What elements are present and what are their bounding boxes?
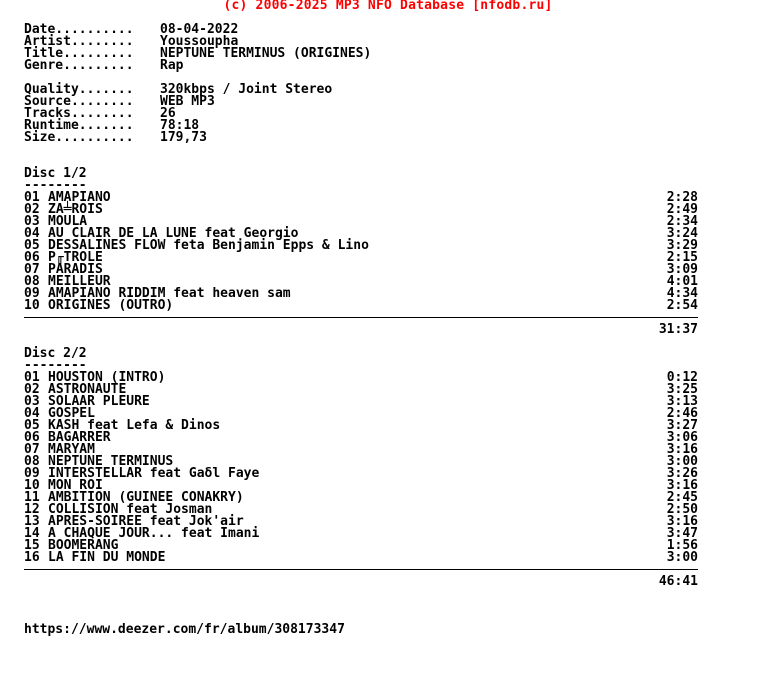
track-time: 2:45 <box>666 490 698 505</box>
track-number: 14 <box>24 526 40 541</box>
track-number: 08 <box>24 454 40 469</box>
track-name: ORIGINES (OUTRO) <box>48 298 174 313</box>
track-number: 11 <box>24 490 40 505</box>
track-name: P╓TROLE <box>48 250 103 265</box>
track-number: 01 <box>24 190 40 205</box>
disc-total-time: 31:37 <box>658 322 698 337</box>
track-number: 16 <box>24 550 40 565</box>
track-number: 06 <box>24 250 40 265</box>
track-name: BAGARRER <box>48 430 111 445</box>
track-time: 3:13 <box>666 394 698 409</box>
track-time: 3:00 <box>666 454 698 469</box>
track-name: DESSALINES FLOW feta Benjamin Epps & Lino <box>48 238 369 253</box>
track-number: 10 <box>24 298 40 313</box>
disc-underline: -------- <box>24 358 87 373</box>
spec-value: 78:18 <box>160 118 200 133</box>
disc-total-time: 46:41 <box>658 574 698 589</box>
track-time: 2:28 <box>666 190 698 205</box>
album-url[interactable]: https://www.deezer.com/fr/album/308173347 <box>24 622 345 637</box>
spec-value: 26 <box>160 106 176 121</box>
disc-title: Disc 2/2 <box>24 346 87 361</box>
spec-value: WEB MP3 <box>160 94 215 109</box>
track-name: SOLAAR PLEURE <box>48 394 150 409</box>
spacer <box>24 600 698 612</box>
track-name: MOULA <box>48 214 88 229</box>
info-value: Rap <box>160 58 184 73</box>
track-name: APRES-SOIREE feat Jok'air <box>48 514 244 529</box>
track-row <box>24 204 698 216</box>
spacer <box>24 336 698 348</box>
track-name: HOUSTON (INTRO) <box>48 370 166 385</box>
track-name: ASTRONAUTE <box>48 382 127 397</box>
track-time: 3:09 <box>666 262 698 277</box>
track-time: 2:50 <box>666 502 698 517</box>
spec-label: Runtime....... <box>24 118 134 133</box>
tracklist <box>24 372 698 564</box>
spacer <box>24 144 698 156</box>
spec-label: Quality....... <box>24 82 134 97</box>
disc-1 <box>24 168 698 336</box>
spec-label: Source........ <box>24 94 134 109</box>
track-time: 3:27 <box>666 418 698 433</box>
track-name: PARADIS <box>48 262 103 277</box>
track-row <box>24 240 698 252</box>
track-name: BOOMERANG <box>48 538 119 553</box>
track-time: 3:16 <box>666 514 698 529</box>
track-number: 02 <box>24 382 40 397</box>
tracklist <box>24 192 698 312</box>
track-row <box>24 192 698 204</box>
track-time: 3:06 <box>666 430 698 445</box>
track-time: 4:01 <box>666 274 698 289</box>
info-label: Artist........ <box>24 34 134 49</box>
info-label: Title......... <box>24 46 134 61</box>
track-name: GOSPEL <box>48 406 95 421</box>
info-value: Youssoupha <box>160 34 239 49</box>
track-number: 15 <box>24 538 40 553</box>
disc-title: Disc 1/2 <box>24 166 87 181</box>
track-number: 04 <box>24 406 40 421</box>
spec-label: Size.......... <box>24 130 134 145</box>
album-url-line <box>24 624 698 636</box>
track-time: 3:24 <box>666 226 698 241</box>
track-time: 3:16 <box>666 478 698 493</box>
spec-size <box>24 132 698 144</box>
track-name: A CHAQUE JOUR... feat Imani <box>48 526 260 541</box>
track-number: 05 <box>24 238 40 253</box>
track-time: 2:46 <box>666 406 698 421</box>
track-row <box>24 396 698 408</box>
spec-label: Tracks........ <box>24 106 134 121</box>
track-name: MON ROI <box>48 478 103 493</box>
spec-value: 320kbps / Joint Stereo <box>160 82 333 97</box>
spacer <box>24 156 698 168</box>
track-name: COLLISION feat Josman <box>48 502 213 517</box>
track-time: 2:15 <box>666 250 698 265</box>
track-time: 0:12 <box>666 370 698 385</box>
track-name: ZA╧ROIS <box>48 202 103 217</box>
track-number: 05 <box>24 418 40 433</box>
track-row <box>24 552 698 564</box>
track-time: 1:56 <box>666 538 698 553</box>
track-name: MEILLEUR <box>48 274 111 289</box>
album-info <box>24 24 698 72</box>
album-specs <box>24 84 698 144</box>
track-number: 10 <box>24 478 40 493</box>
spec-value: 179,73 <box>160 130 207 145</box>
track-name: MARYAM <box>48 442 95 457</box>
disc-underline: -------- <box>24 178 87 193</box>
track-name: NEPTUNE TERMINUS <box>48 454 174 469</box>
track-time: 3:29 <box>666 238 698 253</box>
track-number: 09 <box>24 286 40 301</box>
track-number: 08 <box>24 274 40 289</box>
track-time: 3:26 <box>666 466 698 481</box>
track-row <box>24 252 698 264</box>
track-name: AMAPIANO RIDDIM feat heaven sam <box>48 286 291 301</box>
track-name: INTERSTELLAR feat Gaδl Faye <box>48 466 260 481</box>
track-number: 04 <box>24 226 40 241</box>
track-name: KASH feat Lefa & Dinos <box>48 418 221 433</box>
track-number: 03 <box>24 394 40 409</box>
info-label: Date.......... <box>24 22 134 37</box>
track-number: 01 <box>24 370 40 385</box>
track-number: 03 <box>24 214 40 229</box>
track-time: 3:16 <box>666 442 698 457</box>
track-number: 09 <box>24 466 40 481</box>
track-name: AMBITION (GUINEE CONAKRY) <box>48 490 244 505</box>
track-row <box>24 528 698 540</box>
track-row <box>24 264 698 276</box>
separator-line <box>24 312 698 324</box>
track-number: 02 <box>24 202 40 217</box>
site-header: (c) 2006-2025 MP3 NFO Database [nfodb.ru] <box>223 0 553 13</box>
nfo-document <box>24 24 698 636</box>
track-row <box>24 432 698 444</box>
track-time: 3:00 <box>666 550 698 565</box>
info-value: NEPTUNE TERMINUS (ORIGINES) <box>160 46 372 61</box>
info-label: Genre......... <box>24 58 134 73</box>
track-number: 06 <box>24 430 40 445</box>
track-number: 07 <box>24 442 40 457</box>
track-time: 2:49 <box>666 202 698 217</box>
track-row <box>24 300 698 312</box>
track-time: 3:47 <box>666 526 698 541</box>
track-row <box>24 420 698 432</box>
track-row <box>24 468 698 480</box>
separator-line <box>24 564 698 576</box>
track-time: 4:34 <box>666 286 698 301</box>
track-number: 12 <box>24 502 40 517</box>
track-time: 3:25 <box>666 382 698 397</box>
info-value: 08-04-2022 <box>160 22 239 37</box>
track-number: 13 <box>24 514 40 529</box>
disc-2 <box>24 348 698 588</box>
spacer <box>24 588 698 600</box>
track-name: AMAPIANO <box>48 190 111 205</box>
info-genre <box>24 60 698 72</box>
track-time: 2:34 <box>666 214 698 229</box>
track-number: 07 <box>24 262 40 277</box>
track-time: 2:54 <box>666 298 698 313</box>
track-name: LA FIN DU MONDE <box>48 550 166 565</box>
track-name: AU CLAIR DE LA LUNE feat Georgio <box>48 226 299 241</box>
